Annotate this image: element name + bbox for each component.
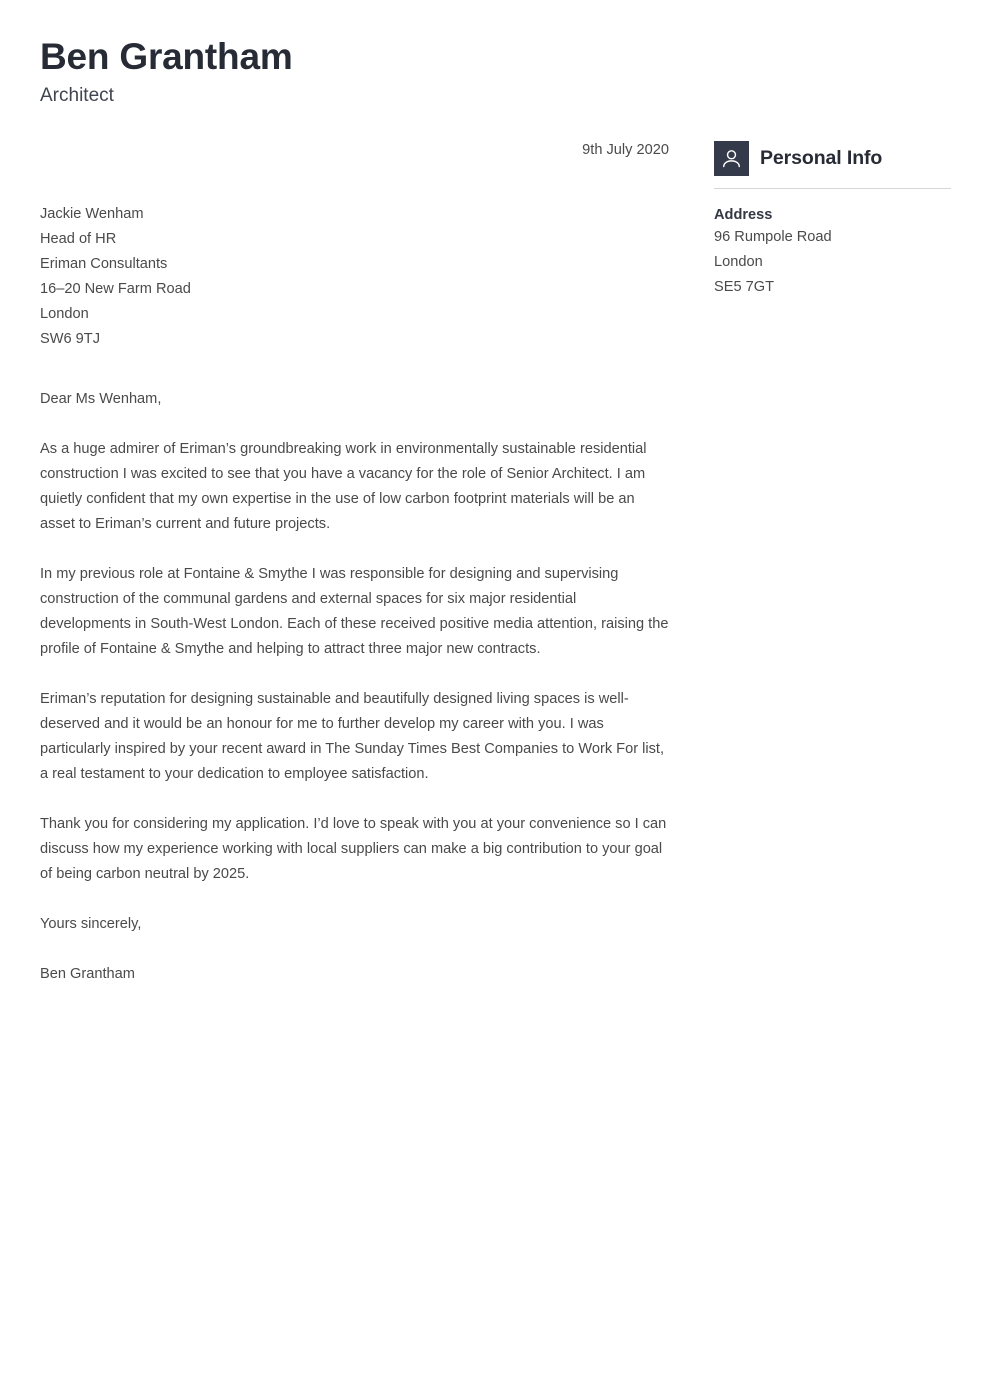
sidebar-divider (714, 188, 951, 189)
recipient-line: Head of HR (40, 231, 117, 248)
personal-info-header (714, 141, 951, 176)
letter-paragraph: Eriman’s reputation for designing sustainable and beautifully designed living spaces is well-deserved and it would be an honour for me to further develop my career with you. I was particularly inspired by your recent award in The Sunday Times Best Companies to Work For list, a real testament to your dedication to employee satisfaction. (40, 691, 665, 783)
person-icon (714, 141, 749, 176)
address-line: London (714, 253, 763, 270)
letter-paragraph: Thank you for considering my application. I’d love to speak with you at your convenience so I can discuss how my experience working with local suppliers can make a big contribution to your goal of being carbon neutral by 2025. (40, 816, 667, 883)
letter-body (40, 140, 670, 987)
letter-signature: Ben Grantham (40, 966, 135, 983)
letter-header (40, 36, 670, 108)
personal-info-sidebar (714, 141, 951, 300)
letter-paragraph: As a huge admirer of Eriman’s groundbreaking work in environmentally sustainable residential construction I was excited to see that you have a vacancy for the role of Senior Architect. I am quietly confident that my own expertise in the use of low carbon footprint materials will be an asset to Eriman’s current and future projects. (40, 441, 647, 533)
address-line: SE5 7GT (714, 278, 775, 295)
applicant-job-title: Architect (40, 85, 114, 107)
letter-date: 9th July 2020 (582, 142, 669, 158)
recipient-line: Jackie Wenham (40, 206, 144, 223)
applicant-name: Ben Grantham (40, 36, 293, 77)
letter-closing: Yours sincerely, (40, 916, 142, 933)
recipient-line: 16–20 New Farm Road (40, 281, 191, 298)
recipient-line: Eriman Consultants (40, 256, 168, 273)
address-line: 96 Rumpole Road (714, 228, 832, 245)
recipient-line: SW6 9TJ (40, 331, 101, 348)
letter-salutation: Dear Ms Wenham, (40, 391, 162, 408)
recipient-address-block (40, 202, 670, 352)
letter-paragraph: In my previous role at Fontaine & Smythe I was responsible for designing and supervising construction of the communal gardens and external spaces for six major residential developments in South-West London. Each of these received positive media attention, raising the profile of Fontaine & Smythe and helping to attract three major new contracts. (40, 566, 669, 658)
address-label: Address (714, 207, 773, 223)
recipient-line: London (40, 306, 89, 323)
personal-info-title: Personal Info (760, 146, 883, 169)
